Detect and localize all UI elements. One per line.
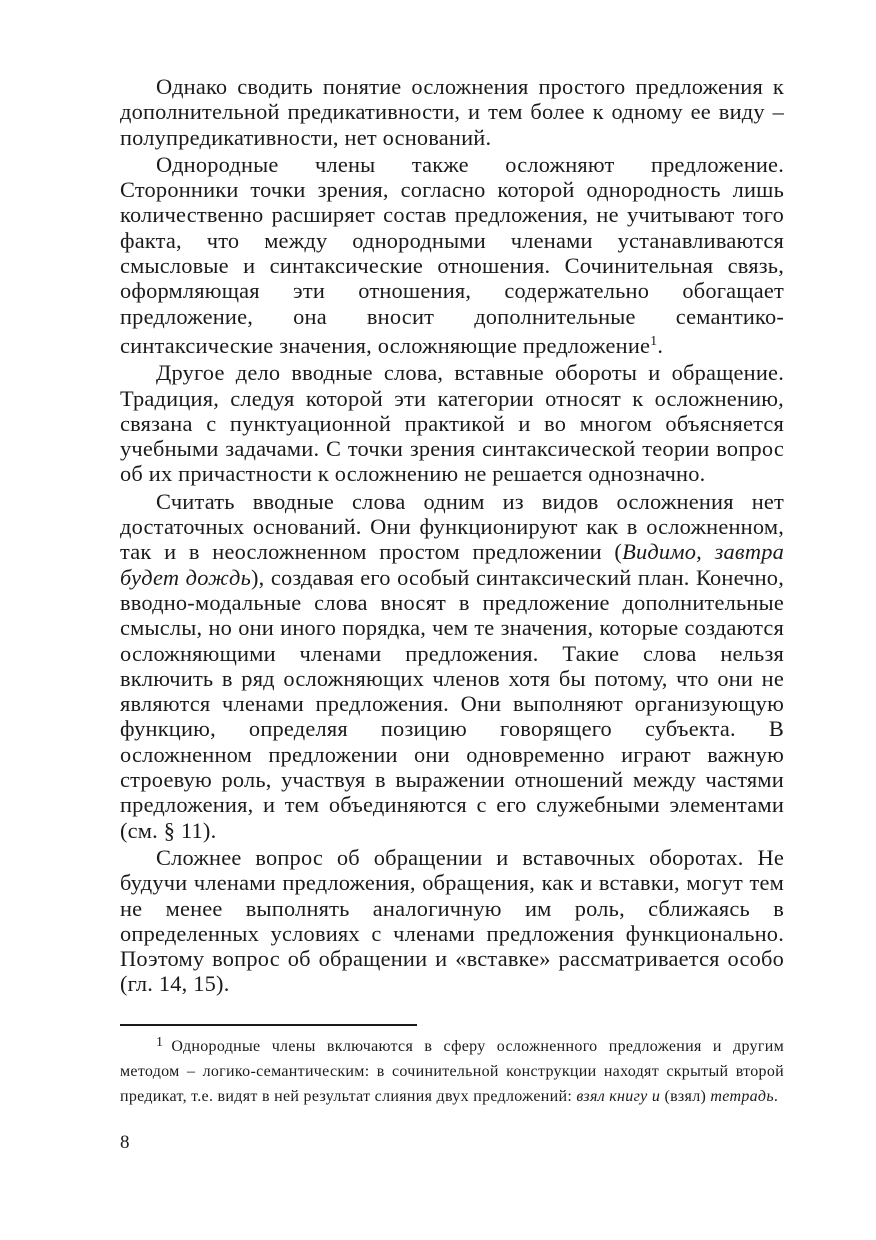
paragraph-3: Другое дело вводные слова, вставные обороты и обращение. Традиция, следуя которой эти категории относят к осложнению, связана с пунктуационной практикой и во многом объясняется учебными задачами. С точки зрения синтаксической теории вопрос об их причастности к осложнению не решается однозначно. [120, 360, 784, 487]
paragraph-2-text: Однородные члены также осложняют предложение. Сторонники точки зрения, согласно которой однородность лишь количественно расширяет состав предложения, не учитывают того факта, что между однородными членами устанавливаются смысловые и синтаксические отношения. Сочинительная связь, оформляющая эти отношения, содержательно обогащает предложение, она вносит дополнительные семантико-синтаксические значения, осложняющие предложение [120, 151, 784, 358]
paragraph-4-example: Видимо, завтра будет дождь [120, 539, 784, 590]
paragraph-2 [120, 152, 784, 358]
footnote-example-1: взял книгу и [576, 1088, 661, 1105]
footnote-number: 1 [156, 1035, 164, 1050]
footnote-reference: 1 [650, 333, 658, 349]
paragraph-4-after: ), создавая его особый синтаксический план. Конечно, вводно-модальные слова вносят в предложение дополнительные смыслы, но они иного порядка, чем те значения, которые создаются осложняющими членами предложения. Такие слова нельзя включить в ряд осложняющих членов хотя бы потому, что они не являются членами предложения. Они выполняют организующую функцию, определяя позицию говорящего субъекта. В осложненном предложении они одновременно играют важную строевую роль, участвуя в выражении отношений между частями предложения, и тем объединяются с его служебными элементами (см. § 11). [120, 564, 784, 843]
paragraph-2-end: . [657, 332, 664, 358]
footnote-text: Однородные члены включаются в сферу осложненного предложения и другим методом – логико-семантическим: в сочинительной конструкции находят скрытый второй предикат, т.е. видят в ней результат слияния двух предложений: [120, 1038, 784, 1105]
paragraph-4 [120, 489, 784, 843]
footnote-example-2: тетрадь [710, 1088, 774, 1105]
footnote-end: . [773, 1088, 779, 1105]
page-number: 8 [120, 1132, 130, 1153]
paragraph-5: Сложнее вопрос об обращении и вставочных оборотах. Не будучи членами предложения, обращения, как и вставки, могут тем не менее выполнять аналогичную им роль, сближаясь в определенных условиях с членами предложения функционально. Поэтому вопрос об обращении и «вставке» рассматривается особо (гл. 14, 15). [120, 844, 784, 997]
main-text [120, 74, 784, 999]
footnote-1 [120, 1030, 784, 1109]
footnote-middle: (взял) [660, 1088, 711, 1105]
footnotes [120, 1030, 784, 1109]
paragraph-4-before: Считать вводные слова одним из видов осложнения нет достаточных оснований. Они функционируют как в осложненном, так и в неосложненном простом предложении ( [120, 488, 784, 565]
paragraph-1: Однако сводить понятие осложнения простого предложения к дополнительной предикативности, и тем более к одному ее виду – полупредикативности, нет оснований. [120, 74, 784, 150]
footnote-divider [120, 1024, 417, 1026]
